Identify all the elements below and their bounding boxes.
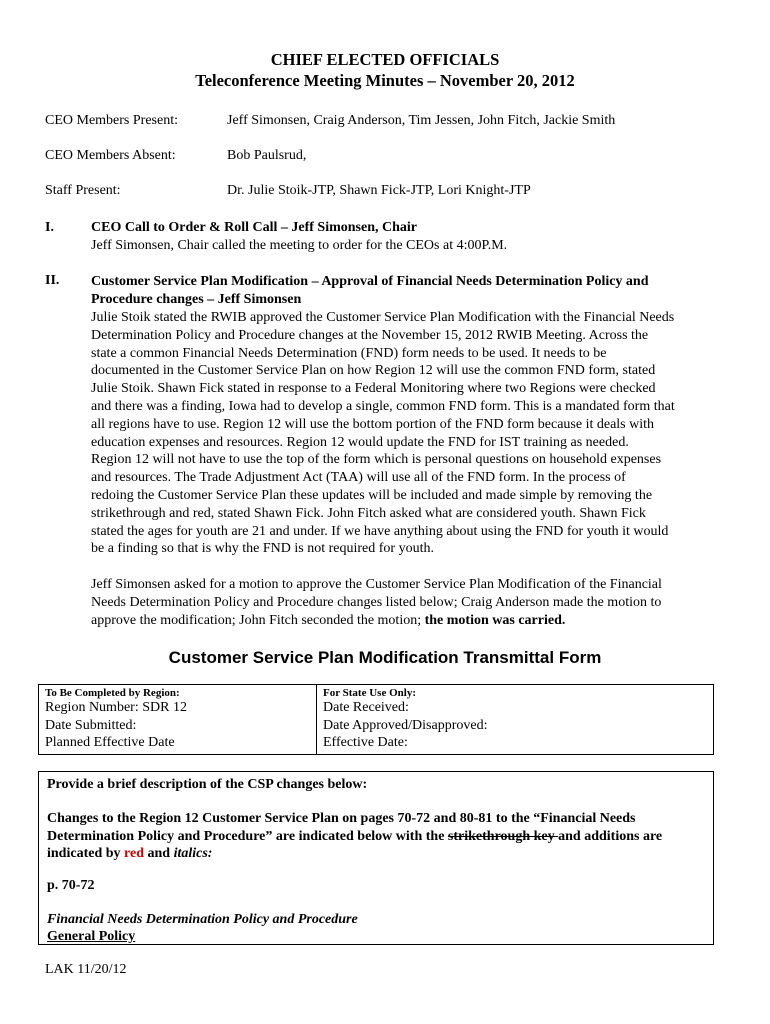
motion-line: Jeff Simonsen asked for a motion to approve the Customer Service Plan Modification of the Financial	[91, 577, 662, 592]
state-cell	[317, 685, 713, 754]
section-2-body	[91, 309, 731, 558]
body-line: all regions have to use. Region 12 will use the bottom portion of the FND form because it deals with	[91, 416, 655, 432]
body-line: stated the ages for youth are 21 and under. If we have anything about using the FND for youth it would	[91, 523, 669, 539]
description-line3-mid: and	[143, 846, 174, 861]
section-1-numeral: I.	[45, 220, 54, 235]
body-line: education expenses and resources. Region 12 would update the FND for IST training as needed.	[91, 434, 629, 450]
body-line: Region 12 will not have to use the top of the form which is personal questions on household expenses	[91, 452, 662, 468]
section-1-heading: CEO Call to Order & Roll Call – Jeff Simonsen, Chair	[91, 220, 418, 235]
date-submitted: Date Submitted:	[45, 717, 137, 733]
description-box	[38, 771, 714, 945]
description-prompt: Provide a brief description of the CSP changes below:	[47, 777, 368, 792]
motion-line: Needs Determination Policy and Procedure changes listed below; Craig Anderson made the motion to	[91, 594, 662, 610]
body-line: and there was a finding, Iowa had to develop a single, common FND form. This is a mandated form that	[91, 398, 675, 414]
body-line: documented in the Customer Service Plan on how Region 12 will use the common FND form, stated	[91, 363, 656, 379]
description-line	[47, 828, 687, 846]
italics-key: italics:	[173, 846, 213, 861]
body-line: Julie Stoik stated the RWIB approved the Customer Service Plan Modification with the Financial Needs	[91, 310, 675, 325]
body-line: state a common Financial Needs Determination (FND) form needs to be used. It needs to be	[91, 345, 607, 361]
description-text	[47, 810, 687, 863]
section-1-text: Jeff Simonsen, Chair called the meeting to order for the CEOs at 4:00P.M.	[91, 238, 508, 253]
document-title: CHIEF ELECTED OFFICIALS	[270, 50, 500, 69]
transmittal-table	[38, 684, 714, 755]
attendance-value-staff: Dr. Julie Stoik-JTP, Shawn Fick-JTP, Lori Knight-JTP	[227, 183, 531, 198]
body-line: strikethrough and red, stated Shawn Fick. John Fitch asked what are considered youth. Shawn Fick	[91, 505, 646, 521]
planned-effective-date: Planned Effective Date	[45, 735, 175, 750]
region-number: Region Number: SDR 12	[45, 700, 187, 715]
description-line	[47, 845, 687, 863]
section-2-heading-line: Customer Service Plan Modification – Approval of Financial Needs Determination Policy and	[91, 274, 649, 289]
description-line: Changes to the Region 12 Customer Service Plan on pages 70-72 and 80-81 to the “Financial Needs	[47, 811, 636, 826]
strikethrough-key: strikethrough key	[447, 828, 559, 844]
attendance-value-present: Jeff Simonsen, Craig Anderson, Tim Jessen, John Fitch, Jackie Smith	[227, 113, 616, 128]
description-line3-pre: indicated by	[47, 846, 125, 861]
region-cell-header: To Be Completed by Region:	[45, 687, 180, 699]
document-subtitle: Teleconference Meeting Minutes – November 20, 2012	[195, 71, 575, 90]
date-approved: Date Approved/Disapproved:	[323, 717, 488, 733]
attendance-value-absent: Bob Paulsrud,	[227, 148, 307, 163]
motion-result: the motion was carried.	[424, 612, 566, 628]
section-2-heading	[91, 273, 731, 309]
policy-title: Financial Needs Determination Policy and Procedure	[47, 912, 358, 927]
section-2-numeral: II.	[45, 273, 60, 288]
attendance-label-staff: Staff Present:	[45, 183, 121, 198]
motion-line	[91, 612, 731, 630]
body-line: and resources. The Trade Adjustment Act (TAA) will use all of the FND form. In the process of	[91, 470, 626, 486]
section-2-motion	[91, 576, 731, 629]
body-line: Determination Policy and Procedure changes at the November 15, 2012 RWIB Meeting. Across the	[91, 327, 649, 343]
date-received: Date Received:	[323, 700, 409, 715]
body-line: be a finding so that is why the FND is not required for youth.	[91, 541, 434, 557]
pages-reference: p. 70-72	[47, 878, 95, 893]
general-policy-heading: General Policy	[47, 929, 136, 944]
attendance-label-present: CEO Members Present:	[45, 113, 178, 128]
region-cell	[39, 685, 317, 754]
footer-initials: LAK 11/20/12	[45, 962, 127, 977]
motion-last-text: approve the modification; John Fitch seconded the motion;	[91, 612, 425, 628]
description-line2-pre: Determination Policy and Procedure” are indicated below with the	[47, 828, 448, 844]
description-line2-post: and additions are	[558, 828, 663, 844]
attendance-label-absent: CEO Members Absent:	[45, 148, 176, 163]
body-line: redoing the Customer Service Plan these updates will be included and made simple by removing the	[91, 487, 653, 503]
effective-date: Effective Date:	[323, 735, 408, 750]
form-title: Customer Service Plan Modification Transmittal Form	[168, 648, 602, 667]
red-key: red	[124, 846, 144, 861]
state-cell-header: For State Use Only:	[323, 687, 416, 699]
body-line: Julie Stoik. Shawn Fick stated in response to a Federal Monitoring where two Regions were checked	[91, 381, 656, 397]
section-2-heading-line: Procedure changes – Jeff Simonsen	[91, 291, 302, 307]
